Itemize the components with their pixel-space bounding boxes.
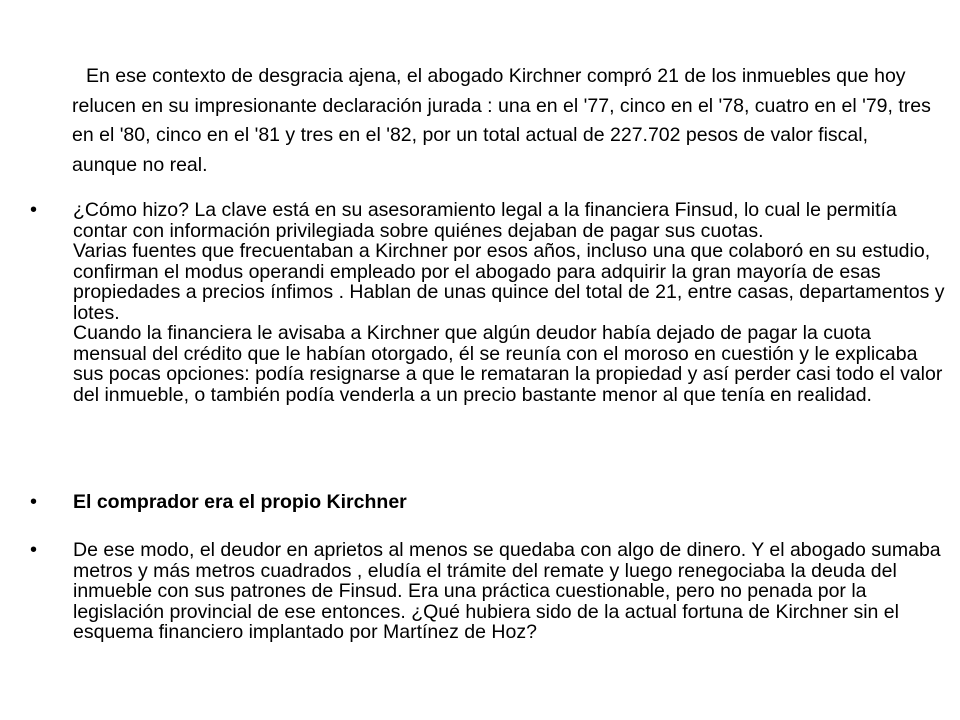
bullet-paragraph: De ese modo, el deudor en aprietos al menos se quedaba con algo de dinero. Y el abogado sumaba metros y más metros cuadrados , eludía el trámite del remate y luego renegociaba la deuda del inmueble con sus patrones de Finsud. Era una práctica cuestionable, pero no penada por la legislación provincial de ese entonces. ¿Qué hubiera sido de la actual fortuna de Kirchner sin el esquema financiero implantado por Martínez de Hoz? [73, 539, 941, 643]
bullet-marker: • [30, 199, 38, 221]
intro-text: En ese contexto de desgracia ajena, el abogado Kirchner compró 21 de los inmuebles que hoy relucen en su impresionante declaración jurada : una en el '77, cinco en el '78, cuatro en el '79, tres en el '80, cinco en el '81 y tres en el '82, por un total actual de 227.702 pesos de valor fiscal, aunque no real. [72, 65, 931, 176]
bullet-marker: • [30, 539, 38, 561]
bullet-body [73, 492, 945, 513]
bullet-paragraph: Varias fuentes que frecuentaban a Kirchner por esos años, incluso una que colaboró en su estudio, confirman el modus operandi empleado por el abogado para adquirir la gran mayoría de esas propiedades a precios ínfimos . Hablan de unas quince del total de 21, entre casas, departamentos y lotes. [73, 240, 945, 324]
bullet-paragraph: El comprador era el propio Kirchner [73, 491, 407, 513]
bullet-body [73, 200, 945, 405]
bullet-paragraph: ¿Cómo hizo? La clave está en su asesoramiento legal a la financiera Finsud, lo cual le permitía contar con información privilegiada sobre quiénes dejaban de pagar sus cuotas. [73, 199, 897, 242]
bullet-marker: • [30, 491, 38, 513]
bullet-body [73, 540, 945, 643]
intro-paragraph [72, 62, 932, 180]
bullet-paragraph: Cuando la financiera le avisaba a Kirchner que algún deudor había dejado de pagar la cuota mensual del crédito que le habían otorgado, él se reunía con el moroso en cuestión y le explicaba sus pocas opciones: podía resignarse a que le remataran la propiedad y así perder casi todo el valor del inmueble, o también podía venderla a un precio bastante menor al que tenía en realidad. [73, 322, 943, 406]
